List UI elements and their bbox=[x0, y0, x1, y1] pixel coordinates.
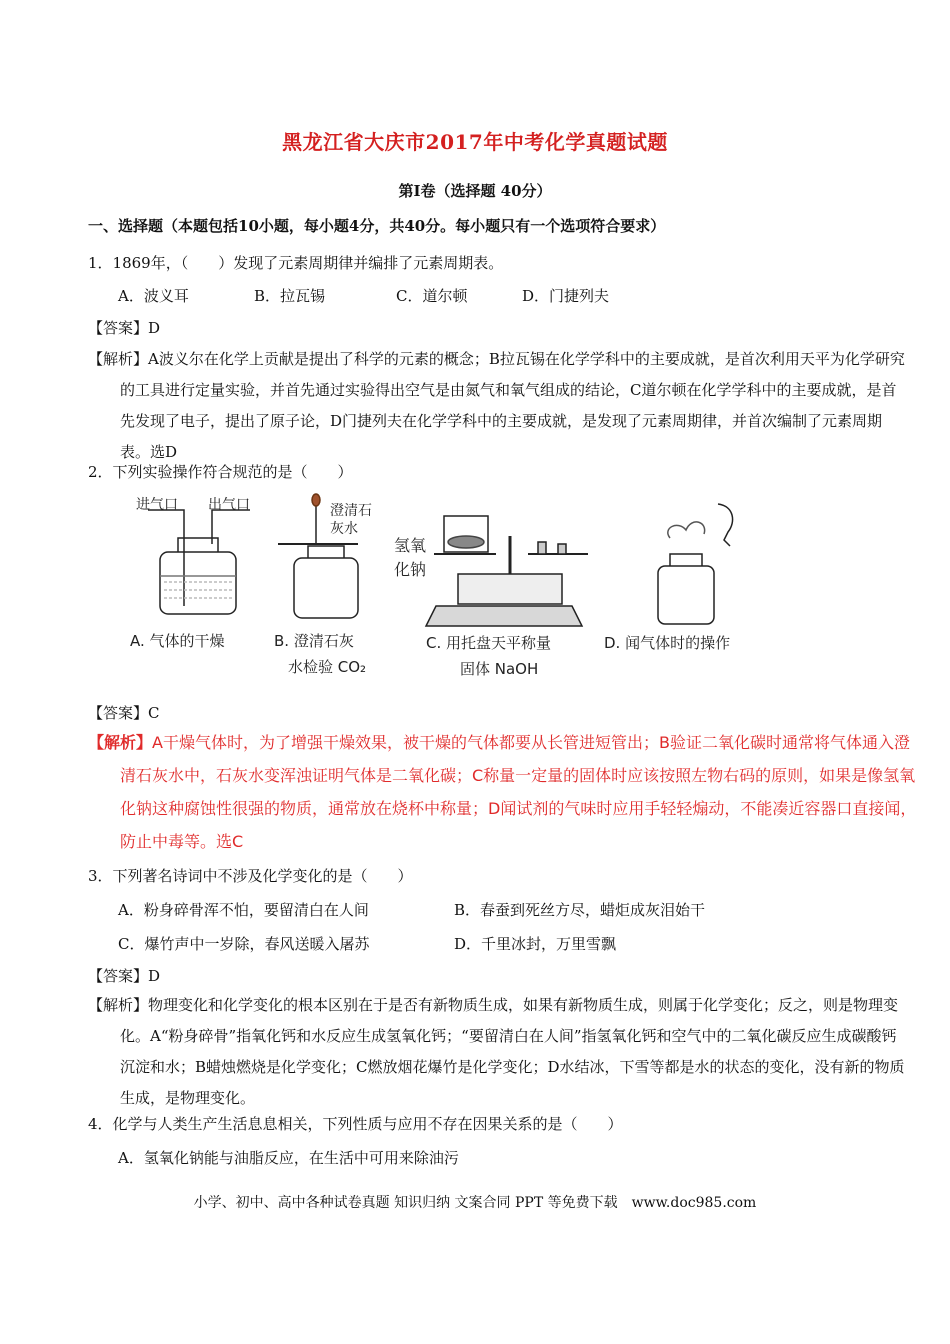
limewater-bottle bbox=[294, 558, 358, 618]
analysis-tag: 【解析】 bbox=[88, 350, 149, 368]
q2-apparatus-figure bbox=[118, 490, 758, 690]
analysis-text: A干燥气体时，为了增强干燥效果，被干燥的气体都要从长管进短管出；B验证二氧化碳时通常将气体通入澄清石灰水中，石灰水变浑浊证明气体是二氧化碳；C称量一定量的固体时应该按照左物右码的原则，如果是像氢氧化钠这种腐蚀性很强的物质，通常放在烧杯中称量；D闻试剂的气味时应用手轻轻煽动，不能凑近容器口直接闻，防止中毒等。选C bbox=[120, 733, 917, 851]
outlet-label: 出气口 bbox=[208, 497, 250, 513]
q3-answer bbox=[88, 966, 160, 986]
analysis-text: A波义尔在化学上贡献是提出了科学的元素的概念；B拉瓦锡在化学学科中的主要成就，是首次利用天平为化学研究的工具进行定量实验，并首先通过实验得出空气是由氮气和氧气组成的结论，C道尔顿在化学学科中的主要成就，是首先发现了电子，提出了原子论，D门捷列夫在化学学科中的主要成就，是发现了元素周期律，并首次编制了元素周期表。选D bbox=[120, 350, 905, 461]
volume-heading: 第Ⅰ卷（选择题 40分） bbox=[398, 182, 552, 200]
caption-c-line1: C. 用托盘天平称量 bbox=[426, 634, 552, 652]
q1-answer bbox=[88, 318, 160, 338]
answer-tag: 【答案】 bbox=[88, 704, 149, 722]
inlet-tube bbox=[148, 510, 184, 606]
caption-b-line1: B. 澄清石灰 bbox=[274, 632, 354, 650]
q1-option-c: C．道尔顿 bbox=[396, 287, 468, 305]
inlet-label: 进气口 bbox=[136, 497, 178, 513]
question-3-stem: 3．下列著名诗词中不涉及化学变化的是（ ） bbox=[88, 867, 413, 885]
balance-base bbox=[426, 606, 582, 626]
page-title: 黑龙江省大庆市2017年中考化学真题试题 bbox=[282, 130, 668, 154]
answer-tag: 【答案】 bbox=[88, 319, 149, 337]
caption-a: A. 气体的干燥 bbox=[130, 632, 225, 650]
q3-analysis bbox=[88, 990, 910, 1114]
question-4-stem: 4．化学与人类生产生活息息相关，下列性质与应用不存在因果关系的是（ ） bbox=[88, 1115, 623, 1133]
balance-beam bbox=[458, 574, 562, 604]
q1-analysis bbox=[88, 344, 910, 468]
caption-c-line2: 固体 NaOH bbox=[460, 660, 539, 678]
analysis-text: 物理变化和化学变化的根本区别在于是否有新物质生成，如果有新物质生成，则属于化学变化；反之，则是物理变化。A“粉身碎骨”指氧化钙和水反应生成氢氧化钙；“要留清白在人间”指氢氧化钙和空气中的二氧化碳反应生成碳酸钙沉淀和水；B蜡烛燃烧是化学变化；C燃放烟花爆竹是化学变化；D水结冰，下雪等都是水的状态的变化，没有新的物质生成，是物理变化。 bbox=[120, 996, 905, 1107]
answer-tag: 【答案】 bbox=[88, 967, 149, 985]
gas-jar bbox=[658, 566, 714, 624]
q1-option-a: A．波义耳 bbox=[118, 287, 189, 305]
q4-option-a: A．氢氧化钠能与油脂反应，在生活中可用来除油污 bbox=[118, 1149, 459, 1167]
answer-value: C bbox=[148, 704, 160, 722]
q1-option-b: B．拉瓦锡 bbox=[254, 287, 326, 305]
page-footer: 小学、初中、高中各种试卷真题 知识归纳 文案合同 PPT 等免费下载 www.doc985.com bbox=[193, 1195, 757, 1211]
face-profile bbox=[718, 504, 733, 546]
question-1-stem: 1．1869年，（ ）发现了元素周期律并编排了元素周期表。 bbox=[88, 254, 504, 272]
naoh-label: 氢氧化钠 bbox=[394, 536, 427, 579]
section-heading: 一、选择题（本题包括10小题，每小题4分，共40分。每小题只有一个选项符合要求） bbox=[88, 217, 666, 235]
vapor-cloud bbox=[668, 522, 705, 538]
limewater-label: 澄清石灰水 bbox=[330, 503, 372, 537]
q3-option-d: D．千里冰封，万里雪飘 bbox=[454, 935, 617, 953]
q2-analysis bbox=[88, 726, 920, 858]
dropper-bulb bbox=[312, 494, 320, 506]
q1-option-d: D．门捷列夫 bbox=[522, 287, 610, 305]
apparatus-diagram bbox=[118, 490, 758, 690]
caption-b-line2: 水检验 CO₂ bbox=[288, 658, 367, 676]
q3-option-b: B．春蚕到死丝方尽，蜡炬成灰泪始干 bbox=[454, 901, 706, 919]
question-2-stem: 2．下列实验操作符合规范的是（ ） bbox=[88, 463, 353, 481]
analysis-tag: 【解析】 bbox=[88, 733, 153, 752]
q2-answer bbox=[88, 703, 160, 723]
wash-bottle-body bbox=[160, 552, 236, 614]
caption-d: D. 闻气体时的操作 bbox=[604, 634, 731, 652]
analysis-tag: 【解析】 bbox=[88, 996, 149, 1014]
answer-value: D bbox=[148, 967, 161, 985]
q3-option-a: A．粉身碎骨浑不怕，要留清白在人间 bbox=[118, 901, 369, 919]
q3-option-c: C．爆竹声中一岁除，春风送暖入屠苏 bbox=[118, 935, 370, 953]
answer-value: D bbox=[148, 319, 161, 337]
